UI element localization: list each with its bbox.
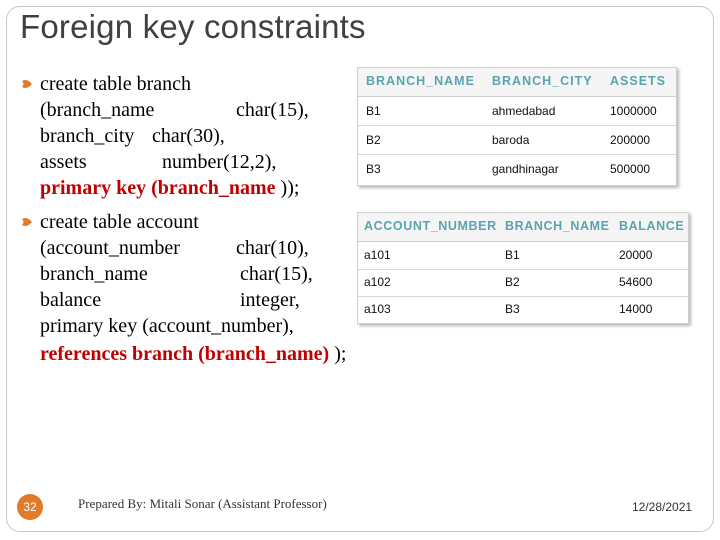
table-row <box>358 97 676 126</box>
table-cell: a101 <box>364 248 391 262</box>
code-line: create table account <box>40 211 199 233</box>
table-cell: ahmedabad <box>492 104 556 118</box>
code-line: balance <box>40 289 102 311</box>
column-header: BRANCH_CITY <box>492 74 593 88</box>
primary-key-clause: primary key (branch_name <box>40 177 276 199</box>
table-row <box>358 295 688 323</box>
account-table <box>357 212 689 324</box>
code-line: branch_city <box>40 125 135 147</box>
code-line: assets <box>40 151 87 173</box>
table-cell: B3 <box>505 302 520 316</box>
code-line: integer, <box>240 289 300 311</box>
table-cell: B1 <box>366 104 381 118</box>
table-cell: B1 <box>505 248 520 262</box>
closing-paren: )); <box>280 177 300 199</box>
table-cell: 14000 <box>619 302 653 316</box>
column-header: BALANCE <box>619 219 685 233</box>
branch-table <box>357 67 677 186</box>
table-cell: 500000 <box>610 162 651 176</box>
column-header: BRANCH_NAME <box>366 74 475 88</box>
table-header <box>358 213 688 242</box>
table-cell: gandhinagar <box>492 162 559 176</box>
table-cell: 1000000 <box>610 104 657 118</box>
code-line: create table branch <box>40 73 192 95</box>
column-header: ACCOUNT_NUMBER <box>364 219 497 233</box>
code-line-primary-key <box>40 176 299 200</box>
table-row <box>358 126 676 155</box>
table-cell: B3 <box>366 162 381 176</box>
code-line: (branch_name <box>40 99 155 121</box>
table-cell: 54600 <box>619 275 653 289</box>
code-line: branch_name <box>40 263 148 285</box>
code-line: char(15), <box>236 99 309 121</box>
table-cell: a102 <box>364 275 391 289</box>
closing-paren: ); <box>334 343 347 365</box>
references-clause: references branch (branch_name) <box>40 343 330 365</box>
code-line: char(30), <box>152 125 225 147</box>
slide-number-badge: 32 <box>17 494 43 520</box>
code-line: number(12,2), <box>162 151 277 173</box>
table-row <box>358 155 676 183</box>
footer-author: Prepared By: Mitali Sonar (Assistant Professor) <box>78 496 327 511</box>
footer-date: 12/28/2021 <box>632 500 693 514</box>
table-cell: 200000 <box>610 133 651 147</box>
table-row <box>358 268 688 297</box>
table-header <box>358 68 676 97</box>
code-line: (account_number <box>40 237 180 259</box>
table-cell: B2 <box>366 133 381 147</box>
table-cell: 20000 <box>619 248 653 262</box>
bullet-icon <box>20 215 34 229</box>
column-header: ASSETS <box>610 74 667 88</box>
table-row <box>358 241 688 270</box>
bullet-icon <box>20 77 34 91</box>
code-line-references <box>40 342 346 366</box>
column-header: BRANCH_NAME <box>505 219 610 233</box>
code-line: primary key (account_number), <box>40 315 294 337</box>
code-line: char(10), <box>236 237 309 259</box>
table-cell: B2 <box>505 275 520 289</box>
code-line: char(15), <box>240 263 313 285</box>
slide-title: Foreign key constraints <box>20 8 366 45</box>
table-cell: baroda <box>492 133 530 147</box>
table-cell: a103 <box>364 302 391 316</box>
